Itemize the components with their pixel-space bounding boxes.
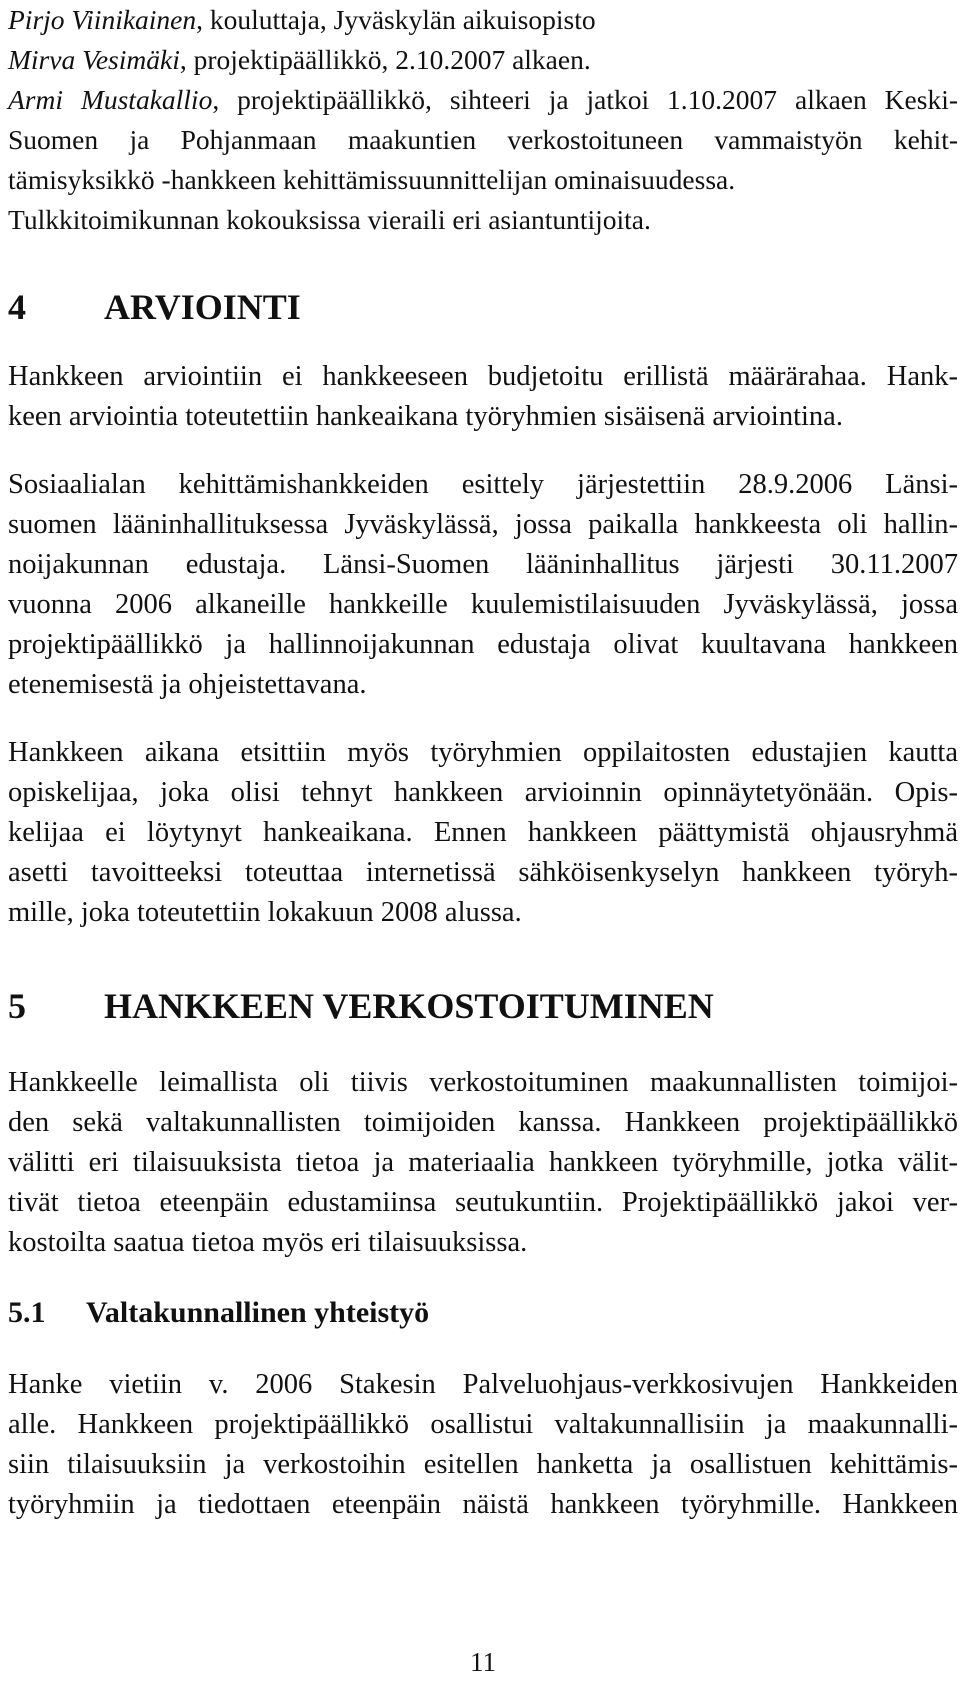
text-line: keen arviointia toteutettiin hankeaikana työryhmien sisäisenä arviointina. (8, 401, 843, 432)
text-line: Hankkeen aikana etsittiin myös työryhmien oppilaitosten edustajien kautta (8, 737, 958, 768)
text-line: suomen lääninhallituksessa Jyväskylässä, jossa paikalla hankkeesta oli hallin- (8, 509, 958, 540)
paragraph (8, 465, 958, 705)
personnel-line: Mirva Vesimäki, projektipäällikkö, 2.10.2007 alkaen. (8, 44, 591, 75)
text-line: vuonna 2006 alkaneille hankkeille kuulemistilaisuuden Jyväskylässä, jossa (8, 589, 958, 620)
text-line: Tulkkitoimikunnan kokouksissa vieraili eri asiantuntijoita. (8, 204, 651, 235)
text-line: Suomen ja Pohjanmaan maakuntien verkostoituneen vammaistyön kehit- (8, 124, 958, 155)
text-line: kostoilta saatua tietoa myös eri tilaisuuksissa. (8, 1227, 528, 1258)
text-line: asetti tavoitteeksi toteuttaa internetissä sähköisenkyselyn hankkeen työryh- (8, 857, 958, 888)
section-number: 4 (8, 287, 26, 327)
text-line: Sosiaalialan kehittämishankkeiden esittely järjestettiin 28.9.2006 Länsi- (8, 469, 958, 500)
personnel-line: Armi Mustakallio, projektipäällikkö, sihteeri ja jatkoi 1.10.2007 alkaen Keski- (8, 84, 958, 115)
section-title: HANKKEEN VERKOSTOITUMINEN (104, 986, 714, 1026)
text-line: opiskelijaa, joka olisi tehnyt hankkeen arvioinnin opinnäytetyönään. Opis- (8, 777, 958, 808)
text-line: siin tilaisuuksiin ja verkostoihin esitellen hanketta ja osallistuen kehittämis- (8, 1449, 958, 1480)
section-number: 5 (8, 986, 26, 1026)
text-line: projektipäällikkö ja hallinnoijakunnan edustaja olivat kuultavana hankkeen (8, 629, 958, 660)
section-heading (8, 286, 301, 328)
text-line: alle. Hankkeen projektipäällikkö osallistui valtakunnallisiin ja maakunnalli- (8, 1409, 958, 1440)
section-heading (8, 985, 714, 1027)
personnel-line: Pirjo Viinikainen, kouluttaja, Jyväskylän aikuisopisto (8, 4, 596, 35)
text-line: kelijaa ei löytynyt hankeaikana. Ennen hankkeen päättymistä ohjausryhmä (8, 817, 958, 848)
text-line: den sekä valtakunnallisten toimijoiden kanssa. Hankkeen projektipäällikkö (8, 1107, 958, 1138)
page-number: 11 (470, 1647, 496, 1677)
text-line: Hankkeelle leimallista oli tiivis verkostoituminen maakunnallisten toimijoi- (8, 1067, 958, 1098)
paragraph (8, 1063, 958, 1263)
paragraph (8, 733, 958, 933)
text-line: tivät tietoa eteenpäin edustamiinsa seutukuntiin. Projektipäällikkö jakoi ver- (8, 1187, 958, 1218)
subsection-number: 5.1 (8, 1296, 46, 1329)
personnel-list (8, 0, 958, 240)
section-title: ARVIOINTI (104, 287, 301, 327)
subsection-heading (8, 1296, 429, 1330)
paragraph (8, 357, 958, 437)
text-line: noijakunnan edustaja. Länsi-Suomen lääninhallitus järjesti 30.11.2007 (8, 549, 958, 580)
text-line: välitti eri tilaisuuksista tietoa ja materiaalia hankkeen työryhmille, jotka välit- (8, 1147, 958, 1178)
subsection-title: Valtakunnallinen yhteistyö (86, 1296, 430, 1329)
person-name: Pirjo Viinikainen (8, 4, 197, 35)
text-line: mille, joka toteutettiin lokakuun 2008 alussa. (8, 897, 522, 928)
text-line: Hankkeen arviointiin ei hankkeeseen budjetoitu erillistä määrärahaa. Hank- (8, 361, 958, 392)
paragraph (8, 1365, 958, 1525)
text-line: työryhmiin ja tiedottaen eteenpäin näistä hankkeen työryhmille. Hankkeen (8, 1489, 958, 1520)
person-name: Armi Mustakallio (8, 84, 213, 115)
text-line: tämisyksikkö -hankkeen kehittämissuunnittelijan ominaisuudessa. (8, 164, 736, 195)
text-line: Hanke vietiin v. 2006 Stakesin Palveluohjaus-verkkosivujen Hankkeiden (8, 1369, 958, 1400)
text-line: etenemisestä ja ohjeistettavana. (8, 669, 367, 700)
person-name: Mirva Vesimäki (8, 44, 180, 75)
